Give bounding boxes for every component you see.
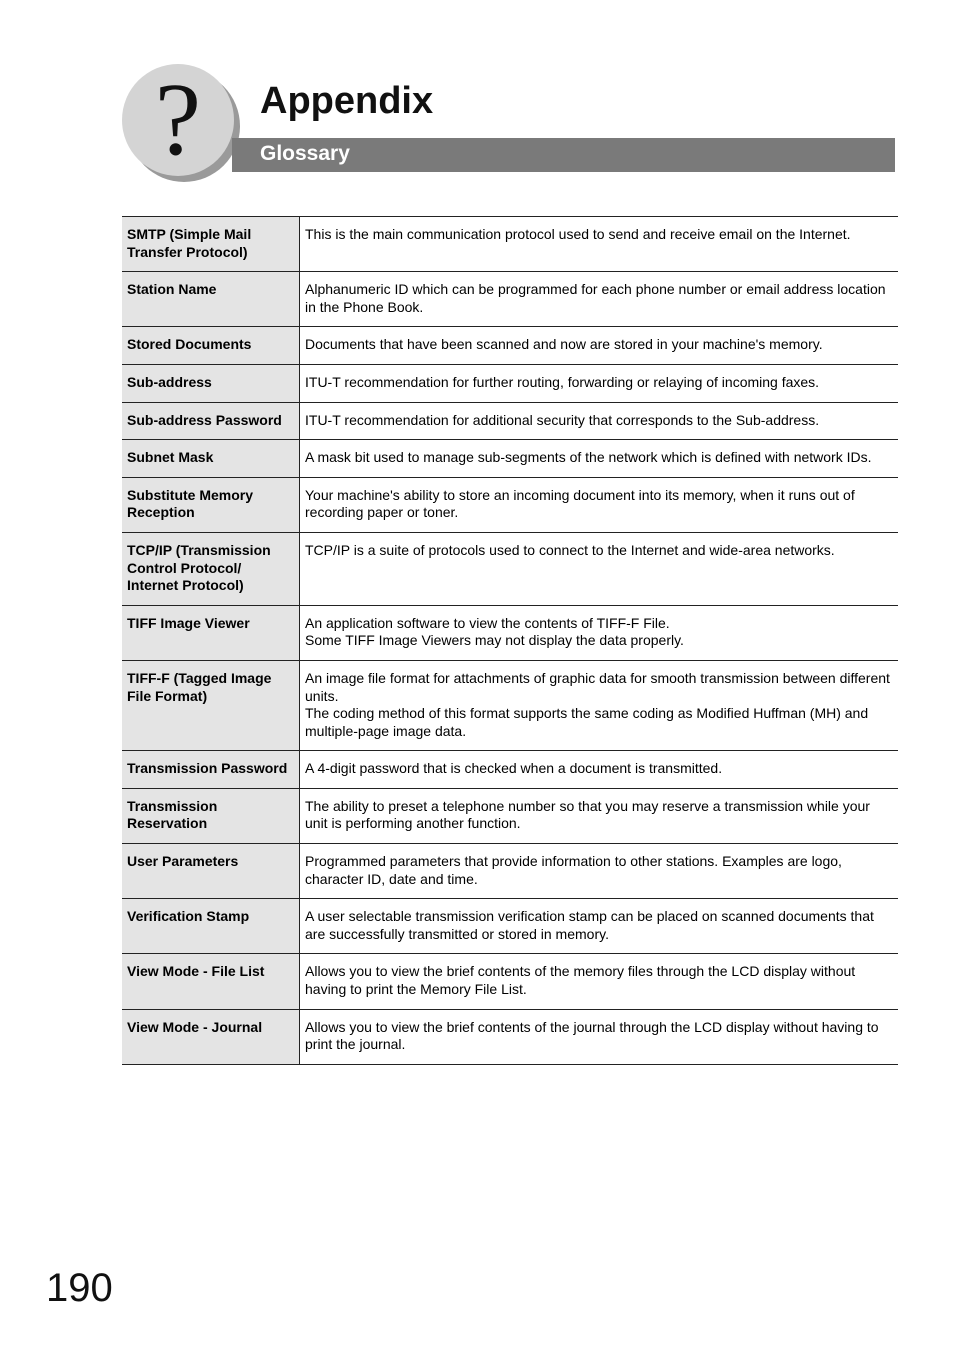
glossary-term: SMTP (Simple Mail Transfer Protocol) [122,217,300,272]
definition-line: A 4-digit password that is checked when a document is transmitted. [305,760,723,777]
glossary-row [122,954,898,1009]
glossary-definition [300,899,899,954]
glossary-definition [300,788,899,843]
glossary-row [122,402,898,440]
glossary-term: View Mode - File List [122,954,300,1009]
glossary-definition [300,532,899,605]
glossary-term: Sub-address [122,364,300,402]
glossary-definition [300,605,899,660]
definition-line: Your machine's ability to store an incoming document into its memory, when it runs out of recording paper or toner. [305,486,855,521]
definition-line: A user selectable transmission verification stamp can be placed on scanned documents that are successfully transmitted or stored in memory. [305,908,874,942]
definition-line: A mask bit used to manage sub-segments of the network which is defined with network IDs. [305,449,872,466]
page-number: 190 [46,1266,113,1310]
section-banner [232,138,895,172]
glossary-definition [300,217,899,272]
glossary-definition [300,402,899,440]
glossary-term: TIFF-F (Tagged Image File Format) [122,660,300,750]
glossary-definition [300,844,899,899]
glossary-definition [300,327,899,365]
definition-line: This is the main communication protocol used to send and receive email on the Internet. [305,226,851,242]
glossary-row [122,899,898,954]
glossary-row [122,532,898,605]
glossary-term: Verification Stamp [122,899,300,954]
glossary-definition [300,364,899,402]
definition-line: Allows you to view the brief contents of the journal through the LCD display without having to print the journal. [305,1018,879,1053]
glossary-definition [300,954,899,1009]
glossary-term: Sub-address Password [122,402,300,440]
definition-line: Alphanumeric ID which can be programmed for each phone number or email address location in the Phone Book. [305,281,886,315]
glossary-definition [300,751,899,789]
definition-line: Programmed parameters that provide information to other stations. Examples are logo, character ID, date and time. [305,853,842,887]
glossary-definition [300,440,899,478]
glossary-term: Transmission Password [122,751,300,789]
glossary-definition [300,1009,899,1064]
definition-line: ITU-T recommendation for additional security that corresponds to the Sub-address. [305,411,820,428]
definition-line: Some TIFF Image Viewers may not display the data properly. [305,632,684,649]
glossary-definition [300,272,899,327]
glossary-term: User Parameters [122,844,300,899]
glossary-row [122,844,898,899]
glossary-row [122,440,898,478]
glossary-term: TCP/IP (Transmission Control Protocol/ Internet Protocol) [122,532,300,605]
definition-line: The coding method of this format supports the same coding as Modified Huffman (MH) and multiple-page image data. [305,705,869,739]
glossary-definition [300,660,899,750]
glossary-table [122,216,898,1065]
glossary-row [122,272,898,327]
page-header [0,0,954,200]
glossary-term: Stored Documents [122,327,300,365]
glossary-row [122,1009,898,1064]
definition-line: An image file format for attachments of graphic data for smooth transmission between different units. [305,669,890,704]
definition-line: An application software to view the contents of TIFF-F File. [305,614,670,631]
definition-line: Allows you to view the brief contents of the memory files through the LCD display without having to print the Memory File List. [305,963,856,998]
glossary-term: View Mode - Journal [122,1009,300,1064]
glossary-term: Station Name [122,272,300,327]
glossary-row [122,327,898,365]
glossary-row [122,605,898,660]
definition-line: TCP/IP is a suite of protocols used to connect to the Internet and wide-area networks. [305,541,835,558]
section-title: Glossary [260,142,350,165]
glossary-row [122,788,898,843]
question-mark-glyph: ? [154,62,202,177]
glossary-term: Transmission Reservation [122,788,300,843]
glossary-term: Subnet Mask [122,440,300,478]
glossary-row [122,217,898,272]
glossary-definition [300,477,899,532]
page-title: Appendix [260,80,434,122]
definition-line: Documents that have been scanned and now are stored in your machine's memory. [305,336,823,353]
definition-line: ITU-T recommendation for further routing, forwarding or relaying of incoming faxes. [305,373,820,390]
glossary-term: Substitute Memory Reception [122,477,300,532]
glossary-row [122,660,898,750]
glossary-term: TIFF Image Viewer [122,605,300,660]
question-mark-icon [122,64,234,176]
glossary-row [122,751,898,789]
glossary-row [122,477,898,532]
glossary-row [122,364,898,402]
definition-line: The ability to preset a telephone number so that you may reserve a transmission while your unit is performing another function. [305,797,870,832]
glossary-body [122,217,898,1065]
